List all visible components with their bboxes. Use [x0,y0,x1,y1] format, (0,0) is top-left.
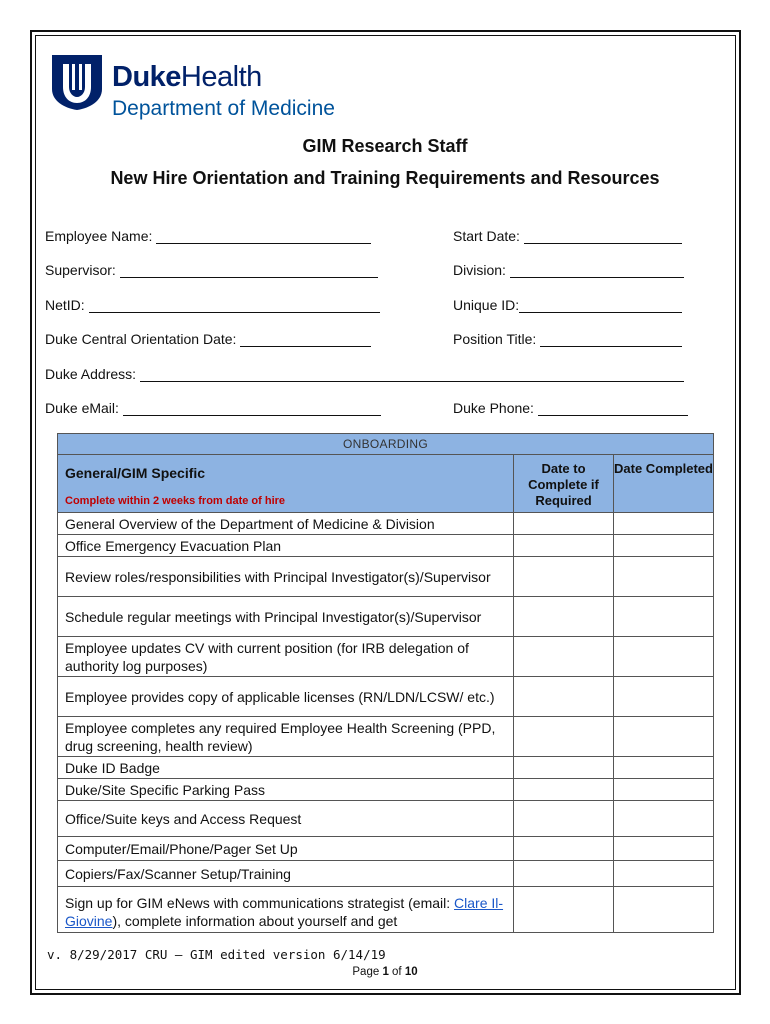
task-cell: Computer/Email/Phone/Pager Set Up [58,837,514,861]
table-row [58,677,714,717]
due-date-cell[interactable] [514,513,614,535]
start-date-label: Start Date: [453,228,520,244]
completed-date-cell[interactable] [614,801,714,837]
table-row [58,557,714,597]
netid-line[interactable] [89,298,380,313]
due-date-cell[interactable] [514,757,614,779]
completed-date-cell[interactable] [614,757,714,779]
completed-date-cell[interactable] [614,717,714,757]
onboarding-section-header: ONBOARDING [58,434,714,455]
logo-department-text: Department of Medicine [112,97,335,120]
position-title-field [453,331,682,347]
task-cell: Copiers/Fax/Scanner Setup/Training [58,861,514,887]
table-row [58,637,714,677]
task-text: Sign up for GIM eNews with communications strategist (email: [65,895,455,911]
due-date-cell[interactable] [514,597,614,637]
email-line[interactable] [123,401,381,416]
central-orientation-field [45,331,371,347]
address-field [45,366,684,382]
table-row [58,717,714,757]
completed-date-cell[interactable] [614,837,714,861]
due-date-column-header: Date to Complete if Required [514,455,614,513]
supervisor-line[interactable] [120,263,378,278]
phone-label: Duke Phone: [453,400,534,416]
division-field [453,262,684,278]
task-column-header [58,455,514,513]
employee-name-label: Employee Name: [45,228,153,244]
task-text: ), complete information about yourself and get [112,913,398,929]
supervisor-label: Supervisor: [45,262,116,278]
due-date-cell[interactable] [514,557,614,597]
completed-date-column-header: Date Completed [614,455,714,513]
table-row [58,861,714,887]
task-cell: Duke ID Badge [58,757,514,779]
completed-date-cell[interactable] [614,637,714,677]
completed-date-cell[interactable] [614,779,714,801]
address-label: Duke Address: [45,366,137,382]
division-label: Division: [453,262,506,278]
supervisor-field [45,262,378,278]
due-date-cell[interactable] [514,677,614,717]
task-column-note: Complete within 2 weeks from date of hire [65,495,286,507]
central-orientation-line[interactable] [240,332,371,347]
due-date-cell[interactable] [514,717,614,757]
unique-id-line[interactable] [519,298,682,313]
due-date-cell[interactable] [514,837,614,861]
position-title-line[interactable] [540,332,682,347]
task-cell: Office/Suite keys and Access Request [58,801,514,837]
document-title: GIM Research Staff [302,136,468,156]
completed-date-cell[interactable] [614,557,714,597]
address-line[interactable] [140,367,684,382]
task-cell: Office Emergency Evacuation Plan [58,535,514,557]
start-date-line[interactable] [524,229,682,244]
due-date-cell[interactable] [514,887,614,933]
completed-date-cell[interactable] [614,513,714,535]
email-label: Duke eMail: [45,400,119,416]
table-row [58,597,714,637]
task-cell: Duke/Site Specific Parking Pass [58,779,514,801]
task-column-title: General/GIM Specific [65,465,206,481]
due-date-cell[interactable] [514,535,614,557]
unique-id-label: Unique ID: [453,297,520,313]
task-cell: Employee completes any required Employee Health Screening (PPD, drug screening, health review) [58,717,514,757]
due-date-cell[interactable] [514,779,614,801]
due-date-cell[interactable] [514,801,614,837]
phone-line[interactable] [538,401,688,416]
division-line[interactable] [510,263,684,278]
table-row [58,837,714,861]
email-link[interactable]: Clare Il-Giovine [65,895,504,929]
employee-name-line[interactable] [156,229,371,244]
table-row [58,535,714,557]
email-field [45,400,381,416]
completed-date-cell[interactable] [614,597,714,637]
table-row [58,779,714,801]
task-cell: Review roles/responsibilities with Principal Investigator(s)/Supervisor [58,557,514,597]
completed-date-cell[interactable] [614,677,714,717]
task-cell: Employee provides copy of applicable licenses (RN/LDN/LCSW/ etc.) [58,677,514,717]
due-date-cell[interactable] [514,861,614,887]
completed-date-cell[interactable] [614,887,714,933]
completed-date-cell[interactable] [614,861,714,887]
page-number: Page 1 of 10 [352,966,418,978]
central-orientation-label: Duke Central Orientation Date: [45,331,237,347]
onboarding-table [57,433,714,933]
document-subtitle: New Hire Orientation and Training Requirements and Resources [110,168,660,188]
logo-brand-text: DukeHealth [112,61,262,93]
task-cell: General Overview of the Department of Medicine & Division [58,513,514,535]
table-row [58,887,714,933]
version-note: v. 8/29/2017 CRU – GIM edited version 6/14/19 [47,947,386,962]
position-title-label: Position Title: [453,331,537,347]
netid-label: NetID: [45,297,85,313]
netid-field [45,297,380,313]
phone-field [453,400,688,416]
task-cell: Schedule regular meetings with Principal Investigator(s)/Supervisor [58,597,514,637]
table-row [58,801,714,837]
task-cell: Employee updates CV with current position (for IRB delegation of authority log purposes) [58,637,514,677]
unique-id-field [453,297,682,313]
table-row [58,757,714,779]
task-cell [58,887,514,933]
duke-shield-icon [52,55,102,110]
completed-date-cell[interactable] [614,535,714,557]
start-date-field [453,228,682,244]
employee-name-field [45,228,371,244]
due-date-cell[interactable] [514,637,614,677]
table-row [58,513,714,535]
